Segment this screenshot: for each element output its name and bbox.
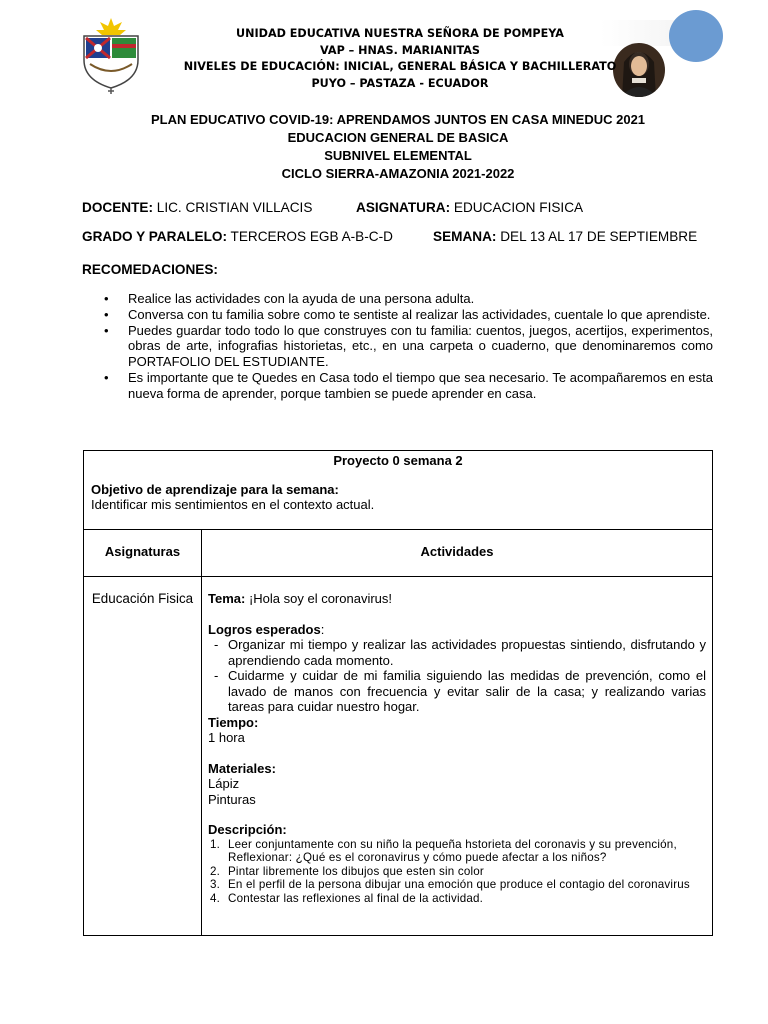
material-item: Pinturas: [208, 791, 256, 807]
plan-title-line-3: SUBNIVEL ELEMENTAL: [324, 148, 472, 163]
plan-title-line-2: EDUCACION GENERAL DE BASICA: [287, 130, 509, 145]
education-levels: NIVELES DE EDUCACIÓN: INICIAL, GENERAL BÁSICA Y BACHILLERATO: [183, 60, 617, 74]
grado-label: GRADO Y PARALELO:: [82, 229, 228, 244]
table-column-divider: [201, 529, 202, 936]
docente-label: DOCENTE:: [82, 200, 153, 215]
tiempo-label: Tiempo:: [208, 714, 259, 730]
objective-text: Identificar mis sentimientos en el contexto actual.: [91, 497, 375, 512]
list-item: - Cuidarme y cuidar de mi familia siguiendo las medidas de prevención, como el lavado de manos con frecuencia y evitar salir de la casa; y realizando varias tareas para cuidar nuestro hogar.: [208, 668, 706, 715]
school-location: PUYO – PASTAZA - ECUADOR: [311, 76, 489, 90]
accent-circle: [669, 10, 723, 62]
recommendations-title: RECOMEDACIONES:: [82, 262, 218, 277]
asignatura-value: EDUCACION FISICA: [453, 200, 584, 215]
descripcion-label: Descripción:: [208, 822, 287, 837]
plan-title-line-1: PLAN EDUCATIVO COVID-19: APRENDAMOS JUNTOS EN CASA MINEDUC 2021: [150, 112, 646, 127]
asignatura-info: [356, 200, 583, 215]
list-item: • Realice las actividades con la ayuda de una persona adulta.: [102, 291, 713, 307]
tema: [208, 591, 706, 607]
tiempo-value: 1 hora: [208, 730, 245, 745]
tema-label: Tema:: [208, 591, 246, 606]
table-divider: [84, 576, 712, 577]
semana-info: [433, 229, 697, 244]
asignatura-label: ASIGNATURA:: [356, 200, 451, 215]
list-item: 1. Leer conjuntamente con su niño la pequeña hstorieta del coronavis y su prevención, Reflexionar: ¿Qué es el coronavirus y cómo puede afectar a los niños?: [210, 837, 677, 865]
grado-value: TERCEROS EGB A-B-C-D: [230, 229, 393, 244]
column-header-subjects: Asignaturas: [104, 544, 181, 559]
list-item: • Conversa con tu familia sobre como te sentiste al realizar las actividades, cuentale lo que aprendiste.: [102, 307, 713, 323]
project-title: Proyecto 0 semana 2: [333, 453, 463, 468]
founder-portrait-icon: [612, 42, 666, 98]
list-item: 3. En el perfil de la persona dibujar una emoción que produce el contagio del coronavirus: [210, 878, 690, 892]
descripcion-list: [208, 838, 706, 906]
column-header-activities: Actividades: [420, 544, 494, 559]
school-header: [180, 26, 620, 92]
grado-info: [82, 229, 393, 244]
semana-value: DEL 13 AL 17 DE SEPTIEMBRE: [500, 229, 698, 244]
list-item: • Puedes guardar todo todo lo que construyes con tu familia: cuentos, juegos, acertijos, experimentos, obras de arte, infografias historietas, etc., en una carpeta o cuaderno, que denominaremos como PORTAFOLIO DEL ESTUDIANTE.: [102, 323, 713, 370]
materiales-label: Materiales:: [208, 760, 276, 776]
semana-label: SEMANA:: [433, 229, 497, 244]
docente-info: [82, 200, 312, 215]
list-item: 4. Contestar las reflexiones al final de la actividad.: [210, 891, 484, 905]
table-divider: [84, 529, 712, 530]
logros-label: Logros esperados: [208, 621, 321, 637]
congregation: VAP – HNAS. MARIANITAS: [320, 43, 480, 57]
material-item: Lápiz: [208, 776, 240, 791]
plan-title: [84, 111, 712, 183]
plan-title-line-4: CICLO SIERRA-AMAZONIA 2021-2022: [281, 166, 515, 181]
list-item: - Organizar mi tiempo y realizar las actividades propuestas sintiendo, disfrutando y aprendiendo cada momento.: [208, 637, 706, 668]
list-item: 2. Pintar libremente los dibujos que esten sin color: [210, 864, 484, 878]
school-name: UNIDAD EDUCATIVA NUESTRA SEÑORA DE POMPEYA: [236, 27, 564, 40]
logros-heading: [208, 622, 706, 638]
subject-cell: Educación Fisica: [91, 591, 194, 606]
tema-value: ¡Hola soy el coronavirus!: [245, 591, 392, 606]
objective-label: Objetivo de aprendizaje para la semana:: [91, 482, 339, 497]
docente-value: LIC. CRISTIAN VILLACIS: [156, 200, 313, 215]
logros-colon: :: [320, 621, 325, 637]
activities-cell: [208, 591, 706, 905]
logros-list: [208, 637, 706, 715]
project-table: [83, 450, 713, 936]
list-item: • Es importante que te Quedes en Casa todo el tiempo que sea necesario. Te acompañaremos en esta nueva forma de aprender, porque tambien se puede aprender en casa.: [102, 370, 713, 402]
recommendations-list: [102, 291, 713, 402]
school-crest-icon: [80, 16, 142, 94]
